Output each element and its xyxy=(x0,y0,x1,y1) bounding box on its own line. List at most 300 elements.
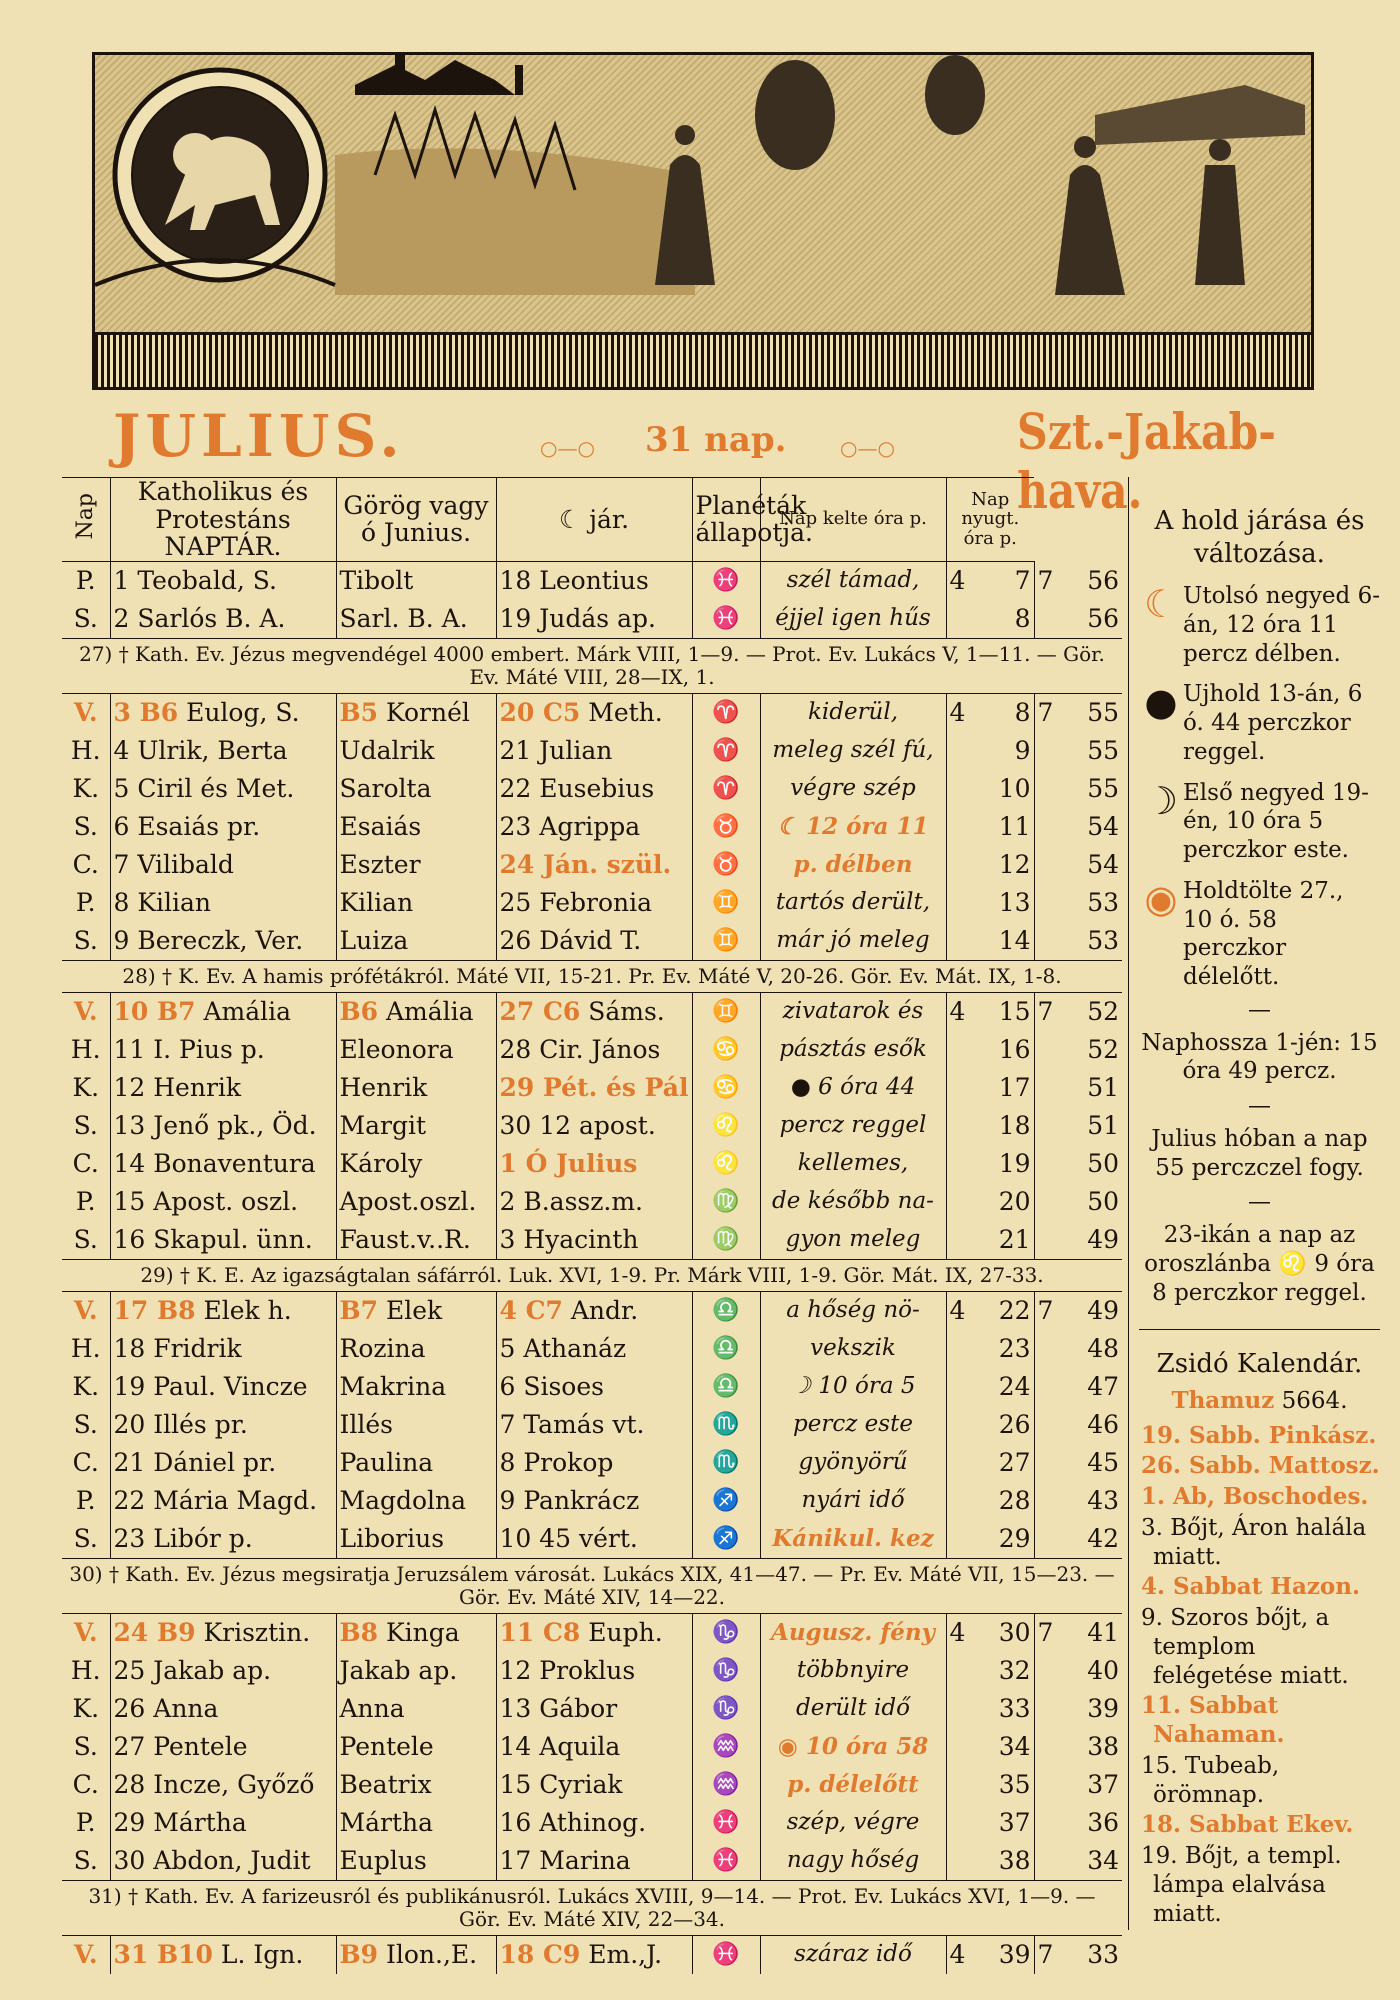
gospel-note xyxy=(62,1880,1122,1935)
sunrise-cell: 14 xyxy=(946,922,1034,961)
prot-name: Paulina xyxy=(339,1448,434,1477)
weekday: K. xyxy=(72,1073,100,1102)
greek-name: 28 Cir. János xyxy=(499,1035,661,1064)
protestant-cell xyxy=(336,561,496,600)
greek-name: 18 Leontius xyxy=(499,566,649,595)
greek-cell xyxy=(496,1613,692,1652)
gospel-note xyxy=(62,638,1122,693)
sunset-cell: 7 56 xyxy=(1034,561,1122,600)
jewish-entry: 19. Sabb. Pinkász. xyxy=(1141,1421,1377,1449)
table-header xyxy=(62,478,1122,562)
saint-name: 5 Ciril és Met. xyxy=(113,774,295,803)
greek-cell xyxy=(496,808,692,846)
week-mark: 27 C6 xyxy=(499,997,581,1026)
sunrise-cell: 10 xyxy=(946,770,1034,808)
prot-name: Tibolt xyxy=(339,566,414,595)
greek-name: 30 12 apost. xyxy=(499,1111,656,1140)
day-row xyxy=(62,732,1122,770)
sunrise-cell: 28 xyxy=(946,1482,1034,1520)
saint-name: 18 Fridrik xyxy=(113,1334,242,1363)
greek-name: 3 Hyacinth xyxy=(499,1225,639,1254)
phase-text: Első negyed 19-én, 10 óra 5 perczkor este. xyxy=(1183,779,1369,863)
saint-name: 26 Anna xyxy=(113,1694,219,1723)
prot-name: Luiza xyxy=(339,926,409,955)
weather-cell: éjjel igen hűs xyxy=(760,600,946,639)
saint-name: Amália xyxy=(195,997,292,1026)
zodiac-icon: ♑ xyxy=(692,1690,760,1728)
catholic-cell xyxy=(110,1069,336,1107)
greek-name: 16 Athinog. xyxy=(499,1808,647,1837)
protestant-cell xyxy=(336,1107,496,1145)
col-gorog: Görög vagy ó Junius. xyxy=(336,478,496,562)
weekday: S. xyxy=(73,604,98,633)
protestant-cell xyxy=(336,1690,496,1728)
weather-cell: p. délelőtt xyxy=(760,1766,946,1804)
protestant-cell xyxy=(336,1330,496,1368)
day-row xyxy=(62,1107,1122,1145)
week-mark: 4 C7 xyxy=(499,1296,563,1325)
gospel-note-text: 27) † Kath. Ev. Jézus megvendégel 4000 embert. Márk VIII, 1—9. — Prot. Ev. Lukács V, 1—11. — Gör. Ev. Máté VIII, 28—IX, 1. xyxy=(62,638,1122,693)
weekday: H. xyxy=(70,1656,101,1685)
greek-cell xyxy=(496,1330,692,1368)
sunrise-cell: 38 xyxy=(946,1842,1034,1881)
sunrise-cell: 34 xyxy=(946,1728,1034,1766)
weather-cell: többnyire xyxy=(760,1652,946,1690)
weather-cell: Kánikul. kez xyxy=(760,1520,946,1559)
greek-name: 15 Cyriak xyxy=(499,1770,623,1799)
day-row xyxy=(62,693,1122,732)
col-nyugt: Nap nyugt. óra p. xyxy=(946,478,1034,562)
weekday: K. xyxy=(72,774,100,803)
week-mark: 3 B6 xyxy=(113,698,179,727)
catholic-cell xyxy=(110,693,336,732)
sunset-cell: 56 xyxy=(1034,600,1122,639)
sunrise-cell: 27 xyxy=(946,1444,1034,1482)
gospel-note xyxy=(62,1558,1122,1613)
sunrise-cell: 37 xyxy=(946,1804,1034,1842)
catholic-cell xyxy=(110,1690,336,1728)
sunset-cell: 43 xyxy=(1034,1482,1122,1520)
sunset-cell: 50 xyxy=(1034,1145,1122,1183)
greek-name: 10 45 vért. xyxy=(499,1524,638,1553)
day-length: Naphossza 1-jén: 15 óra 49 percz. xyxy=(1141,1029,1378,1085)
greek-cell xyxy=(496,600,692,639)
catholic-cell xyxy=(110,1482,336,1520)
saint-name: L. Ign. xyxy=(212,1940,304,1969)
protestant-cell xyxy=(336,846,496,884)
greek-cell xyxy=(496,1935,692,1974)
saint-name: Elek h. xyxy=(195,1296,292,1325)
jewish-list xyxy=(1139,1422,1380,1929)
greek-name: 21 Julian xyxy=(499,736,613,765)
catholic-cell xyxy=(110,1804,336,1842)
zodiac-icon: ♋ xyxy=(692,1031,760,1069)
zodiac-icon: ♌ xyxy=(692,1107,760,1145)
weather-cell: nagy hőség xyxy=(760,1842,946,1881)
sunset-cell: 38 xyxy=(1034,1728,1122,1766)
saint-name: 13 Jenő pk., Öd. xyxy=(113,1111,317,1140)
weekday: P. xyxy=(75,566,96,595)
ornament-strip xyxy=(95,332,1311,387)
week-mark: B5 xyxy=(339,698,379,727)
gospel-note-text: 31) † Kath. Ev. A farizeusról és publikánusról. Lukács XVIII, 9—14. — Prot. Ev. Lukács XVI, 1—9. — Gör. Ev. Máté XIV, 22—34. xyxy=(62,1880,1122,1935)
saint-name: 25 Jakab ap. xyxy=(113,1656,272,1685)
zodiac-icon: ♌ xyxy=(692,1145,760,1183)
protestant-cell xyxy=(336,1652,496,1690)
saint-name: 29 Mártha xyxy=(113,1808,247,1837)
greek-name: 7 Tamás vt. xyxy=(499,1410,645,1439)
protestant-cell xyxy=(336,770,496,808)
gospel-note-text: 28) † K. Ev. A hamis prófétákról. Máté VII, 15-21. Pr. Ev. Máté V, 20-26. Gör. Ev. Mát. IX, 1-8. xyxy=(62,960,1122,992)
weekday: S. xyxy=(73,1225,98,1254)
sunset-cell: 51 xyxy=(1034,1107,1122,1145)
sunset-cell: 54 xyxy=(1034,846,1122,884)
catholic-cell xyxy=(110,1728,336,1766)
prot-name: Apost.oszl. xyxy=(339,1187,477,1216)
protestant-cell xyxy=(336,884,496,922)
zodiac-icon: ♒ xyxy=(692,1728,760,1766)
catholic-cell xyxy=(110,808,336,846)
moon-full-icon: ◉ xyxy=(1144,876,1178,921)
weekday: P. xyxy=(75,1187,96,1216)
protestant-cell xyxy=(336,732,496,770)
protestant-cell xyxy=(336,1031,496,1069)
jewish-entry: 1. Ab, Boschodes. xyxy=(1141,1483,1369,1510)
prot-name: Euplus xyxy=(339,1846,427,1875)
weather-cell: nyári idő xyxy=(760,1482,946,1520)
sunrise-cell: 35 xyxy=(946,1766,1034,1804)
saint-name: 20 Illés pr. xyxy=(113,1410,248,1439)
greek-name: 24 Ján. szül. xyxy=(499,850,672,879)
sunset-cell: 42 xyxy=(1034,1520,1122,1559)
greek-cell xyxy=(496,1482,692,1520)
greek-name: 6 Sisoes xyxy=(499,1372,604,1401)
saint-name: Krisztin. xyxy=(195,1618,311,1647)
phase-text: Holdtölte 27., 10 ó. 58 perczkor délelőtt. xyxy=(1183,877,1344,990)
weekday: P. xyxy=(75,888,96,917)
month-title: JULIUS. xyxy=(113,402,405,470)
greek-cell xyxy=(496,1520,692,1559)
greek-name: 12 Proklus xyxy=(499,1656,636,1685)
saint-name: 15 Apost. oszl. xyxy=(113,1187,299,1216)
zodiac-icon: ♓ xyxy=(692,1935,760,1974)
sunset-cell: 36 xyxy=(1034,1804,1122,1842)
weekday: K. xyxy=(72,1372,100,1401)
catholic-cell xyxy=(110,1107,336,1145)
weather-cell: percz reggel xyxy=(760,1107,946,1145)
zodiac-icon: ♎ xyxy=(692,1330,760,1368)
weather-cell: gyon meleg xyxy=(760,1221,946,1260)
greek-cell xyxy=(496,693,692,732)
phase-first-quarter xyxy=(1139,779,1380,865)
zodiac-icon: ♓ xyxy=(692,600,760,639)
zodiac-icon: ♍ xyxy=(692,1221,760,1260)
zodiac-icon: ♉ xyxy=(692,808,760,846)
greek-cell xyxy=(496,732,692,770)
weekday: H. xyxy=(70,1334,101,1363)
sunrise-cell: 4 22 xyxy=(946,1291,1034,1330)
protestant-cell xyxy=(336,1728,496,1766)
prot-name: Beatrix xyxy=(339,1770,432,1799)
day-row xyxy=(62,1330,1122,1368)
greek-name: 25 Febronia xyxy=(499,888,653,917)
saint-name: 21 Dániel pr. xyxy=(113,1448,277,1477)
greek-cell xyxy=(496,1804,692,1842)
weather-cell: derült idő xyxy=(760,1690,946,1728)
sunset-cell: 37 xyxy=(1034,1766,1122,1804)
sunset-cell: 52 xyxy=(1034,1031,1122,1069)
greek-cell xyxy=(496,1728,692,1766)
weather-cell: ☽ 10 óra 5 xyxy=(760,1368,946,1406)
greek-name: 13 Gábor xyxy=(499,1694,618,1723)
sunrise-cell: 33 xyxy=(946,1690,1034,1728)
weather-cell: p. délben xyxy=(760,846,946,884)
sunset-cell: 55 xyxy=(1034,732,1122,770)
zodiac-icon: ♈ xyxy=(692,732,760,770)
protestant-cell xyxy=(336,1613,496,1652)
zodiac-icon: ♊ xyxy=(692,992,760,1031)
weekday: C. xyxy=(72,1149,99,1178)
moon-sidebar xyxy=(1128,477,1380,1930)
prot-name: Amália xyxy=(378,997,474,1026)
prot-name: Mártha xyxy=(339,1808,434,1837)
sunrise-cell: 24 xyxy=(946,1368,1034,1406)
sunset-cell: 53 xyxy=(1034,922,1122,961)
day-row xyxy=(62,600,1122,639)
sunset-cell: 7 49 xyxy=(1034,1291,1122,1330)
greek-name: Euph. xyxy=(580,1618,663,1647)
greek-name: Em.,J. xyxy=(580,1940,663,1969)
sunrise-cell: 17 xyxy=(946,1069,1034,1107)
week-mark: B6 xyxy=(339,997,379,1026)
catholic-cell xyxy=(110,1842,336,1881)
day-row xyxy=(62,846,1122,884)
sunrise-cell: 4 8 xyxy=(946,693,1034,732)
weekday: P. xyxy=(75,1808,96,1837)
catholic-cell xyxy=(110,884,336,922)
weather-cell: meleg szél fú, xyxy=(760,732,946,770)
sunrise-cell: 18 xyxy=(946,1107,1034,1145)
phase-text: Ujhold 13-án, 6 ó. 44 perczkor reggel. xyxy=(1183,681,1363,765)
zodiac-icon: ♒ xyxy=(692,1766,760,1804)
protestant-cell xyxy=(336,808,496,846)
saint-name: 4 Ulrik, Berta xyxy=(113,736,288,765)
weekday: P. xyxy=(75,1486,96,1515)
catholic-cell xyxy=(110,1221,336,1260)
protestant-cell xyxy=(336,1842,496,1881)
protestant-cell xyxy=(336,1291,496,1330)
greek-name: 2 B.assz.m. xyxy=(499,1187,644,1216)
week-mark: B9 xyxy=(339,1940,379,1969)
sunrise-cell: 11 xyxy=(946,808,1034,846)
zodiac-icon: ♈ xyxy=(692,693,760,732)
day-row xyxy=(62,1613,1122,1652)
weekday: H. xyxy=(70,1035,101,1064)
col-kath: Katholikus és Protestáns NAPTÁR. xyxy=(110,478,336,562)
gospel-note-text: 29) † K. E. Az igazságtalan sáfárról. Luk. XVI, 1-9. Pr. Márk VIII, 1-9. Gör. Mát. IX, 27-33. xyxy=(62,1259,1122,1291)
weather-cell: tartós derült, xyxy=(760,884,946,922)
catholic-cell xyxy=(110,1031,336,1069)
saint-name: 16 Skapul. ünn. xyxy=(113,1225,313,1254)
saint-name: 22 Mária Magd. xyxy=(113,1486,318,1515)
divider: — xyxy=(1248,996,1271,1023)
zodiac-icon: ♐ xyxy=(692,1520,760,1559)
weather-cell: gyönyörű xyxy=(760,1444,946,1482)
protestant-cell xyxy=(336,1520,496,1559)
greek-name: 1 Ó Julius xyxy=(499,1149,638,1178)
jewish-month-line xyxy=(1139,1387,1380,1416)
catholic-cell xyxy=(110,922,336,961)
prot-name: Rozina xyxy=(339,1334,426,1363)
weather-cell: végre szép xyxy=(760,770,946,808)
col-nap: Nap xyxy=(62,478,110,562)
weather-cell: a hőség nö- xyxy=(760,1291,946,1330)
zodiac-icon: ♐ xyxy=(692,1482,760,1520)
jewish-entry: 26. Sabb. Mattosz. xyxy=(1141,1452,1380,1480)
catholic-cell xyxy=(110,1935,336,1974)
weekday: C. xyxy=(72,1448,99,1477)
prot-name: Ilon.,E. xyxy=(378,1940,478,1969)
zodiac-icon: ♈ xyxy=(692,770,760,808)
catholic-cell xyxy=(110,1613,336,1652)
phase-last-quarter xyxy=(1139,582,1380,668)
woodcut-scene xyxy=(95,55,1311,337)
sunset-cell: 40 xyxy=(1034,1652,1122,1690)
greek-cell xyxy=(496,1145,692,1183)
greek-name: 5 Athanáz xyxy=(499,1334,627,1363)
catholic-cell xyxy=(110,600,336,639)
day-row xyxy=(62,1368,1122,1406)
catholic-cell xyxy=(110,1368,336,1406)
sunrise-cell: 29 xyxy=(946,1520,1034,1559)
protestant-cell xyxy=(336,600,496,639)
weather-cell: Augusz. fény xyxy=(760,1613,946,1652)
greek-cell xyxy=(496,1291,692,1330)
catholic-cell xyxy=(110,770,336,808)
jewish-entry: 15. Tubeab, örömnap. xyxy=(1141,1752,1280,1808)
sunrise-cell: 21 xyxy=(946,1221,1034,1260)
day-row xyxy=(62,770,1122,808)
greek-cell xyxy=(496,1652,692,1690)
protestant-cell xyxy=(336,1482,496,1520)
jewish-year: 5664. xyxy=(1281,1387,1348,1414)
sunset-cell: 7 41 xyxy=(1034,1613,1122,1652)
greek-cell xyxy=(496,1221,692,1260)
zodiac-icon: ♋ xyxy=(692,1069,760,1107)
sunset-cell: 49 xyxy=(1034,1221,1122,1260)
greek-name: Sáms. xyxy=(580,997,665,1026)
sunrise-cell: 13 xyxy=(946,884,1034,922)
greek-cell xyxy=(496,1031,692,1069)
greek-cell xyxy=(496,1842,692,1881)
greek-name: 17 Marina xyxy=(499,1846,631,1875)
jewish-entry: 3. Bőjt, Áron halála miatt. xyxy=(1141,1514,1367,1570)
sun-enter: 23-ikán a nap az oroszlánba ♌ 9 óra 8 perczkor reggel. xyxy=(1144,1222,1375,1306)
sunrise-cell: 4 39 xyxy=(946,1935,1034,1974)
jewish-entry: 4. Sabbat Hazon. xyxy=(1141,1573,1360,1601)
month-name: Szt.-Jakab-hava. xyxy=(1017,402,1276,520)
sunrise-cell: 9 xyxy=(946,732,1034,770)
week-mark: B8 xyxy=(339,1618,379,1647)
prot-name: Károly xyxy=(339,1149,423,1178)
weather-cell: zivatarok és xyxy=(760,992,946,1031)
greek-cell xyxy=(496,1444,692,1482)
saint-name: 9 Bereczk, Ver. xyxy=(113,926,304,955)
sunset-cell: 53 xyxy=(1034,884,1122,922)
prot-name: Esaiás xyxy=(339,812,422,841)
weekday: S. xyxy=(73,812,98,841)
saint-name: 27 Pentele xyxy=(113,1732,248,1761)
prot-name: Kornél xyxy=(378,698,470,727)
day-row xyxy=(62,1842,1122,1881)
prot-name: Faust.v..R. xyxy=(339,1225,471,1254)
day-row xyxy=(62,561,1122,600)
illustration-banner xyxy=(92,52,1314,390)
sunset-cell: 39 xyxy=(1034,1690,1122,1728)
jewish-entry: 9. Szoros bőjt, a templom felégetése miatt. xyxy=(1141,1605,1349,1689)
weekday: S. xyxy=(73,926,98,955)
greek-cell xyxy=(496,1690,692,1728)
sunrise-cell: 4 30 xyxy=(946,1613,1034,1652)
prot-name: Kilian xyxy=(339,888,414,917)
greek-cell xyxy=(496,561,692,600)
moon-title: A hold járása és változása. xyxy=(1154,506,1365,569)
sunset-cell: 7 33 xyxy=(1034,1935,1122,1974)
day-row xyxy=(62,1766,1122,1804)
zodiac-icon: ♑ xyxy=(692,1652,760,1690)
sunset-cell: 45 xyxy=(1034,1444,1122,1482)
gospel-note-text: 30) † Kath. Ev. Jézus megsiratja Jeruzsálem városát. Lukács XIX, 41—47. — Pr. Ev. Máté VII, 15—23. — Gör. Ev. Máté XIV, 14—22. xyxy=(62,1558,1122,1613)
sunset-cell: 51 xyxy=(1034,1069,1122,1107)
weekday: S. xyxy=(73,1410,98,1439)
saint-name: 1 Teobald, S. xyxy=(113,566,277,595)
phase-full-moon xyxy=(1139,877,1380,992)
sunrise-cell: 8 xyxy=(946,600,1034,639)
sunset-cell: 50 xyxy=(1034,1183,1122,1221)
catholic-cell xyxy=(110,992,336,1031)
week-mark: 31 B10 xyxy=(113,1940,213,1969)
zodiac-icon: ♎ xyxy=(692,1368,760,1406)
greek-name: Meth. xyxy=(580,698,663,727)
weekday: S. xyxy=(73,1846,98,1875)
weekday: S. xyxy=(73,1524,98,1553)
protestant-cell xyxy=(336,1766,496,1804)
catholic-cell xyxy=(110,561,336,600)
sunset-cell: 48 xyxy=(1034,1330,1122,1368)
catholic-cell xyxy=(110,1291,336,1330)
day-row xyxy=(62,1145,1122,1183)
catholic-cell xyxy=(110,1330,336,1368)
day-row xyxy=(62,808,1122,846)
greek-name: 8 Prokop xyxy=(499,1448,614,1477)
weather-cell: percz este xyxy=(760,1406,946,1444)
gospel-note xyxy=(62,1259,1122,1291)
days-count: 31 nap. xyxy=(645,420,787,460)
day-row xyxy=(62,1690,1122,1728)
greek-cell xyxy=(496,1766,692,1804)
divider: — xyxy=(1248,1189,1271,1216)
day-row xyxy=(62,1406,1122,1444)
weekday: S. xyxy=(73,1111,98,1140)
catholic-cell xyxy=(110,1145,336,1183)
moon-last-quarter-icon: ☾ xyxy=(1143,582,1179,626)
saint-name: 23 Libór p. xyxy=(113,1524,253,1553)
protestant-cell xyxy=(336,1145,496,1183)
catholic-cell xyxy=(110,1652,336,1690)
saint-name: 11 I. Pius p. xyxy=(113,1035,265,1064)
greek-name: Andr. xyxy=(562,1296,639,1325)
prot-name: Sarolta xyxy=(339,774,432,803)
